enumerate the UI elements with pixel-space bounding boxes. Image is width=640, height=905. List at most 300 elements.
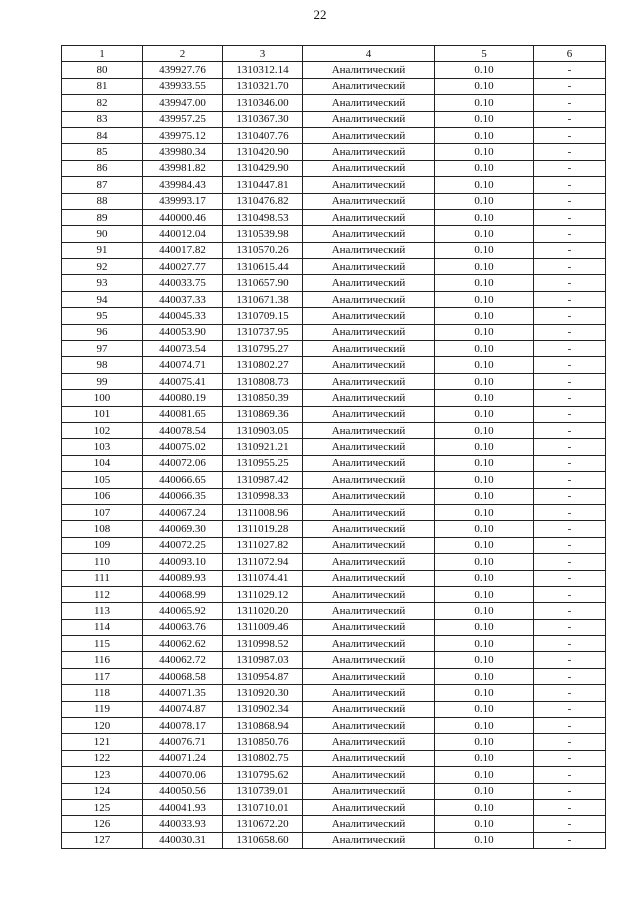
x-coordinate-cell: 440081.65 xyxy=(143,406,223,422)
point-number-cell: 101 xyxy=(62,406,143,422)
method-cell: Аналитический xyxy=(303,193,435,209)
table-row xyxy=(62,603,606,619)
y-coordinate-cell: 1310795.27 xyxy=(223,341,303,357)
y-coordinate-cell: 1310998.52 xyxy=(223,636,303,652)
x-coordinate-cell: 440033.75 xyxy=(143,275,223,291)
point-number-cell: 85 xyxy=(62,144,143,160)
method-cell: Аналитический xyxy=(303,209,435,225)
table-row xyxy=(62,95,606,111)
point-number-cell: 106 xyxy=(62,488,143,504)
table-row xyxy=(62,668,606,684)
accuracy-cell: 0.10 xyxy=(435,78,534,94)
method-cell: Аналитический xyxy=(303,291,435,307)
method-cell: Аналитический xyxy=(303,504,435,520)
x-coordinate-cell: 440053.90 xyxy=(143,324,223,340)
table-row xyxy=(62,636,606,652)
y-coordinate-cell: 1310802.75 xyxy=(223,750,303,766)
note-cell: - xyxy=(534,95,606,111)
table-row xyxy=(62,406,606,422)
y-coordinate-cell: 1310954.87 xyxy=(223,668,303,684)
method-cell: Аналитический xyxy=(303,472,435,488)
x-coordinate-cell: 440075.02 xyxy=(143,439,223,455)
y-coordinate-cell: 1310920.30 xyxy=(223,685,303,701)
note-cell: - xyxy=(534,619,606,635)
point-number-cell: 108 xyxy=(62,521,143,537)
y-coordinate-cell: 1311027.82 xyxy=(223,537,303,553)
method-cell: Аналитический xyxy=(303,783,435,799)
note-cell: - xyxy=(534,504,606,520)
point-number-cell: 89 xyxy=(62,209,143,225)
x-coordinate-cell: 440074.71 xyxy=(143,357,223,373)
table-row xyxy=(62,832,606,848)
method-cell: Аналитический xyxy=(303,422,435,438)
note-cell: - xyxy=(534,734,606,750)
method-cell: Аналитический xyxy=(303,603,435,619)
accuracy-cell: 0.10 xyxy=(435,390,534,406)
table-row xyxy=(62,504,606,520)
accuracy-cell: 0.10 xyxy=(435,259,534,275)
x-coordinate-cell: 440076.71 xyxy=(143,734,223,750)
y-coordinate-cell: 1310367.30 xyxy=(223,111,303,127)
table-row xyxy=(62,291,606,307)
point-number-cell: 97 xyxy=(62,341,143,357)
table-row xyxy=(62,718,606,734)
point-number-cell: 81 xyxy=(62,78,143,94)
table-row xyxy=(62,570,606,586)
point-number-cell: 110 xyxy=(62,554,143,570)
method-cell: Аналитический xyxy=(303,95,435,111)
table-row xyxy=(62,701,606,717)
point-number-cell: 120 xyxy=(62,718,143,734)
point-number-cell: 124 xyxy=(62,783,143,799)
x-coordinate-cell: 439984.43 xyxy=(143,177,223,193)
method-cell: Аналитический xyxy=(303,701,435,717)
table-row xyxy=(62,767,606,783)
y-coordinate-cell: 1310802.27 xyxy=(223,357,303,373)
note-cell: - xyxy=(534,652,606,668)
note-cell: - xyxy=(534,144,606,160)
table-row xyxy=(62,373,606,389)
point-number-cell: 123 xyxy=(62,767,143,783)
x-coordinate-cell: 439981.82 xyxy=(143,160,223,176)
accuracy-cell: 0.10 xyxy=(435,816,534,832)
note-cell: - xyxy=(534,603,606,619)
y-coordinate-cell: 1310808.73 xyxy=(223,373,303,389)
note-cell: - xyxy=(534,816,606,832)
accuracy-cell: 0.10 xyxy=(435,718,534,734)
y-coordinate-cell: 1311008.96 xyxy=(223,504,303,520)
note-cell: - xyxy=(534,783,606,799)
note-cell: - xyxy=(534,701,606,717)
accuracy-cell: 0.10 xyxy=(435,668,534,684)
table-row xyxy=(62,652,606,668)
point-number-cell: 122 xyxy=(62,750,143,766)
x-coordinate-cell: 440078.17 xyxy=(143,718,223,734)
x-coordinate-cell: 440063.76 xyxy=(143,619,223,635)
method-cell: Аналитический xyxy=(303,832,435,848)
accuracy-cell: 0.10 xyxy=(435,504,534,520)
accuracy-cell: 0.10 xyxy=(435,226,534,242)
table-row xyxy=(62,209,606,225)
note-cell: - xyxy=(534,209,606,225)
column-header: 4 xyxy=(303,46,435,62)
table-row xyxy=(62,750,606,766)
point-number-cell: 121 xyxy=(62,734,143,750)
y-coordinate-cell: 1310850.39 xyxy=(223,390,303,406)
accuracy-cell: 0.10 xyxy=(435,62,534,78)
table-row xyxy=(62,308,606,324)
note-cell: - xyxy=(534,308,606,324)
accuracy-cell: 0.10 xyxy=(435,127,534,143)
point-number-cell: 83 xyxy=(62,111,143,127)
point-number-cell: 84 xyxy=(62,127,143,143)
point-number-cell: 107 xyxy=(62,504,143,520)
method-cell: Аналитический xyxy=(303,570,435,586)
note-cell: - xyxy=(534,291,606,307)
x-coordinate-cell: 440050.56 xyxy=(143,783,223,799)
table-row xyxy=(62,62,606,78)
note-cell: - xyxy=(534,439,606,455)
x-coordinate-cell: 440068.58 xyxy=(143,668,223,684)
method-cell: Аналитический xyxy=(303,718,435,734)
point-number-cell: 127 xyxy=(62,832,143,848)
note-cell: - xyxy=(534,193,606,209)
table-row xyxy=(62,734,606,750)
page-number: 22 xyxy=(313,7,327,22)
accuracy-cell: 0.10 xyxy=(435,832,534,848)
accuracy-cell: 0.10 xyxy=(435,570,534,586)
note-cell: - xyxy=(534,275,606,291)
table-row xyxy=(62,111,606,127)
note-cell: - xyxy=(534,718,606,734)
x-coordinate-cell: 440073.54 xyxy=(143,341,223,357)
x-coordinate-cell: 440062.62 xyxy=(143,636,223,652)
y-coordinate-cell: 1310987.42 xyxy=(223,472,303,488)
method-cell: Аналитический xyxy=(303,750,435,766)
point-number-cell: 92 xyxy=(62,259,143,275)
table-row xyxy=(62,685,606,701)
point-number-cell: 95 xyxy=(62,308,143,324)
y-coordinate-cell: 1310407.76 xyxy=(223,127,303,143)
accuracy-cell: 0.10 xyxy=(435,373,534,389)
point-number-cell: 93 xyxy=(62,275,143,291)
table-row xyxy=(62,242,606,258)
note-cell: - xyxy=(534,832,606,848)
x-coordinate-cell: 440072.25 xyxy=(143,537,223,553)
y-coordinate-cell: 1310850.76 xyxy=(223,734,303,750)
note-cell: - xyxy=(534,422,606,438)
point-number-cell: 88 xyxy=(62,193,143,209)
column-header: 6 xyxy=(534,46,606,62)
table-row xyxy=(62,275,606,291)
point-number-cell: 80 xyxy=(62,62,143,78)
table-header-row xyxy=(62,46,606,62)
method-cell: Аналитический xyxy=(303,390,435,406)
note-cell: - xyxy=(534,62,606,78)
point-number-cell: 90 xyxy=(62,226,143,242)
y-coordinate-cell: 1310420.90 xyxy=(223,144,303,160)
note-cell: - xyxy=(534,373,606,389)
y-coordinate-cell: 1310539.98 xyxy=(223,226,303,242)
accuracy-cell: 0.10 xyxy=(435,455,534,471)
table-row xyxy=(62,799,606,815)
y-coordinate-cell: 1311029.12 xyxy=(223,586,303,602)
table-row xyxy=(62,537,606,553)
x-coordinate-cell: 439933.55 xyxy=(143,78,223,94)
point-number-cell: 96 xyxy=(62,324,143,340)
x-coordinate-cell: 439927.76 xyxy=(143,62,223,78)
y-coordinate-cell: 1310739.01 xyxy=(223,783,303,799)
note-cell: - xyxy=(534,390,606,406)
method-cell: Аналитический xyxy=(303,439,435,455)
accuracy-cell: 0.10 xyxy=(435,799,534,815)
method-cell: Аналитический xyxy=(303,521,435,537)
note-cell: - xyxy=(534,78,606,94)
x-coordinate-cell: 440075.41 xyxy=(143,373,223,389)
x-coordinate-cell: 440066.65 xyxy=(143,472,223,488)
point-number-cell: 91 xyxy=(62,242,143,258)
y-coordinate-cell: 1310429.90 xyxy=(223,160,303,176)
table-row xyxy=(62,160,606,176)
point-number-cell: 86 xyxy=(62,160,143,176)
y-coordinate-cell: 1310657.90 xyxy=(223,275,303,291)
y-coordinate-cell: 1310921.21 xyxy=(223,439,303,455)
x-coordinate-cell: 440068.99 xyxy=(143,586,223,602)
note-cell: - xyxy=(534,111,606,127)
y-coordinate-cell: 1310570.26 xyxy=(223,242,303,258)
method-cell: Аналитический xyxy=(303,586,435,602)
y-coordinate-cell: 1310498.53 xyxy=(223,209,303,225)
point-number-cell: 109 xyxy=(62,537,143,553)
accuracy-cell: 0.10 xyxy=(435,324,534,340)
table-row xyxy=(62,816,606,832)
x-coordinate-cell: 440078.54 xyxy=(143,422,223,438)
y-coordinate-cell: 1310447.81 xyxy=(223,177,303,193)
accuracy-cell: 0.10 xyxy=(435,308,534,324)
method-cell: Аналитический xyxy=(303,636,435,652)
note-cell: - xyxy=(534,636,606,652)
y-coordinate-cell: 1310672.20 xyxy=(223,816,303,832)
method-cell: Аналитический xyxy=(303,127,435,143)
x-coordinate-cell: 440012.04 xyxy=(143,226,223,242)
x-coordinate-cell: 440033.93 xyxy=(143,816,223,832)
x-coordinate-cell: 440065.92 xyxy=(143,603,223,619)
note-cell: - xyxy=(534,127,606,143)
method-cell: Аналитический xyxy=(303,226,435,242)
point-number-cell: 94 xyxy=(62,291,143,307)
point-number-cell: 126 xyxy=(62,816,143,832)
accuracy-cell: 0.10 xyxy=(435,275,534,291)
coordinates-table xyxy=(61,45,606,849)
y-coordinate-cell: 1310955.25 xyxy=(223,455,303,471)
accuracy-cell: 0.10 xyxy=(435,95,534,111)
table-row xyxy=(62,226,606,242)
method-cell: Аналитический xyxy=(303,177,435,193)
method-cell: Аналитический xyxy=(303,799,435,815)
note-cell: - xyxy=(534,521,606,537)
y-coordinate-cell: 1310709.15 xyxy=(223,308,303,324)
accuracy-cell: 0.10 xyxy=(435,193,534,209)
note-cell: - xyxy=(534,226,606,242)
x-coordinate-cell: 440070.06 xyxy=(143,767,223,783)
y-coordinate-cell: 1310869.36 xyxy=(223,406,303,422)
x-coordinate-cell: 440069.30 xyxy=(143,521,223,537)
table-row xyxy=(62,422,606,438)
point-number-cell: 112 xyxy=(62,586,143,602)
y-coordinate-cell: 1310868.94 xyxy=(223,718,303,734)
method-cell: Аналитический xyxy=(303,488,435,504)
y-coordinate-cell: 1311020.20 xyxy=(223,603,303,619)
method-cell: Аналитический xyxy=(303,144,435,160)
method-cell: Аналитический xyxy=(303,734,435,750)
x-coordinate-cell: 440030.31 xyxy=(143,832,223,848)
accuracy-cell: 0.10 xyxy=(435,554,534,570)
method-cell: Аналитический xyxy=(303,685,435,701)
x-coordinate-cell: 440045.33 xyxy=(143,308,223,324)
x-coordinate-cell: 439947.00 xyxy=(143,95,223,111)
accuracy-cell: 0.10 xyxy=(435,144,534,160)
note-cell: - xyxy=(534,341,606,357)
method-cell: Аналитический xyxy=(303,62,435,78)
y-coordinate-cell: 1310987.03 xyxy=(223,652,303,668)
method-cell: Аналитический xyxy=(303,455,435,471)
point-number-cell: 113 xyxy=(62,603,143,619)
accuracy-cell: 0.10 xyxy=(435,603,534,619)
accuracy-cell: 0.10 xyxy=(435,111,534,127)
x-coordinate-cell: 439993.17 xyxy=(143,193,223,209)
point-number-cell: 82 xyxy=(62,95,143,111)
table-row xyxy=(62,619,606,635)
point-number-cell: 117 xyxy=(62,668,143,684)
point-number-cell: 105 xyxy=(62,472,143,488)
table-row xyxy=(62,324,606,340)
method-cell: Аналитический xyxy=(303,308,435,324)
table-row xyxy=(62,259,606,275)
note-cell: - xyxy=(534,177,606,193)
x-coordinate-cell: 440000.46 xyxy=(143,209,223,225)
y-coordinate-cell: 1310998.33 xyxy=(223,488,303,504)
accuracy-cell: 0.10 xyxy=(435,636,534,652)
y-coordinate-cell: 1311072.94 xyxy=(223,554,303,570)
table-row xyxy=(62,586,606,602)
method-cell: Аналитический xyxy=(303,554,435,570)
point-number-cell: 116 xyxy=(62,652,143,668)
x-coordinate-cell: 440041.93 xyxy=(143,799,223,815)
x-coordinate-cell: 439957.25 xyxy=(143,111,223,127)
accuracy-cell: 0.10 xyxy=(435,537,534,553)
table-row xyxy=(62,193,606,209)
accuracy-cell: 0.10 xyxy=(435,406,534,422)
accuracy-cell: 0.10 xyxy=(435,422,534,438)
note-cell: - xyxy=(534,799,606,815)
point-number-cell: 100 xyxy=(62,390,143,406)
method-cell: Аналитический xyxy=(303,537,435,553)
accuracy-cell: 0.10 xyxy=(435,160,534,176)
note-cell: - xyxy=(534,472,606,488)
note-cell: - xyxy=(534,570,606,586)
y-coordinate-cell: 1311009.46 xyxy=(223,619,303,635)
point-number-cell: 115 xyxy=(62,636,143,652)
accuracy-cell: 0.10 xyxy=(435,734,534,750)
method-cell: Аналитический xyxy=(303,619,435,635)
note-cell: - xyxy=(534,685,606,701)
table-row xyxy=(62,472,606,488)
accuracy-cell: 0.10 xyxy=(435,439,534,455)
table-row xyxy=(62,439,606,455)
method-cell: Аналитический xyxy=(303,324,435,340)
y-coordinate-cell: 1310710.01 xyxy=(223,799,303,815)
note-cell: - xyxy=(534,406,606,422)
note-cell: - xyxy=(534,554,606,570)
method-cell: Аналитический xyxy=(303,816,435,832)
accuracy-cell: 0.10 xyxy=(435,341,534,357)
x-coordinate-cell: 439980.34 xyxy=(143,144,223,160)
y-coordinate-cell: 1310658.60 xyxy=(223,832,303,848)
y-coordinate-cell: 1310476.82 xyxy=(223,193,303,209)
note-cell: - xyxy=(534,324,606,340)
point-number-cell: 104 xyxy=(62,455,143,471)
table-body xyxy=(62,62,606,849)
y-coordinate-cell: 1310321.70 xyxy=(223,78,303,94)
method-cell: Аналитический xyxy=(303,78,435,94)
table-row xyxy=(62,455,606,471)
table-row xyxy=(62,554,606,570)
y-coordinate-cell: 1311074.41 xyxy=(223,570,303,586)
note-cell: - xyxy=(534,357,606,373)
y-coordinate-cell: 1310903.05 xyxy=(223,422,303,438)
y-coordinate-cell: 1310902.34 xyxy=(223,701,303,717)
method-cell: Аналитический xyxy=(303,275,435,291)
point-number-cell: 118 xyxy=(62,685,143,701)
column-header: 1 xyxy=(62,46,143,62)
note-cell: - xyxy=(534,750,606,766)
x-coordinate-cell: 440093.10 xyxy=(143,554,223,570)
method-cell: Аналитический xyxy=(303,160,435,176)
note-cell: - xyxy=(534,767,606,783)
table-row xyxy=(62,341,606,357)
x-coordinate-cell: 440072.06 xyxy=(143,455,223,471)
method-cell: Аналитический xyxy=(303,668,435,684)
y-coordinate-cell: 1311019.28 xyxy=(223,521,303,537)
x-coordinate-cell: 440080.19 xyxy=(143,390,223,406)
point-number-cell: 125 xyxy=(62,799,143,815)
note-cell: - xyxy=(534,259,606,275)
accuracy-cell: 0.10 xyxy=(435,619,534,635)
point-number-cell: 119 xyxy=(62,701,143,717)
method-cell: Аналитический xyxy=(303,406,435,422)
x-coordinate-cell: 440067.24 xyxy=(143,504,223,520)
method-cell: Аналитический xyxy=(303,652,435,668)
accuracy-cell: 0.10 xyxy=(435,209,534,225)
table-row xyxy=(62,78,606,94)
accuracy-cell: 0.10 xyxy=(435,472,534,488)
method-cell: Аналитический xyxy=(303,373,435,389)
x-coordinate-cell: 440027.77 xyxy=(143,259,223,275)
accuracy-cell: 0.10 xyxy=(435,291,534,307)
point-number-cell: 102 xyxy=(62,422,143,438)
accuracy-cell: 0.10 xyxy=(435,357,534,373)
accuracy-cell: 0.10 xyxy=(435,750,534,766)
note-cell: - xyxy=(534,488,606,504)
point-number-cell: 114 xyxy=(62,619,143,635)
accuracy-cell: 0.10 xyxy=(435,586,534,602)
table-row xyxy=(62,390,606,406)
accuracy-cell: 0.10 xyxy=(435,488,534,504)
accuracy-cell: 0.10 xyxy=(435,767,534,783)
point-number-cell: 111 xyxy=(62,570,143,586)
point-number-cell: 103 xyxy=(62,439,143,455)
accuracy-cell: 0.10 xyxy=(435,685,534,701)
